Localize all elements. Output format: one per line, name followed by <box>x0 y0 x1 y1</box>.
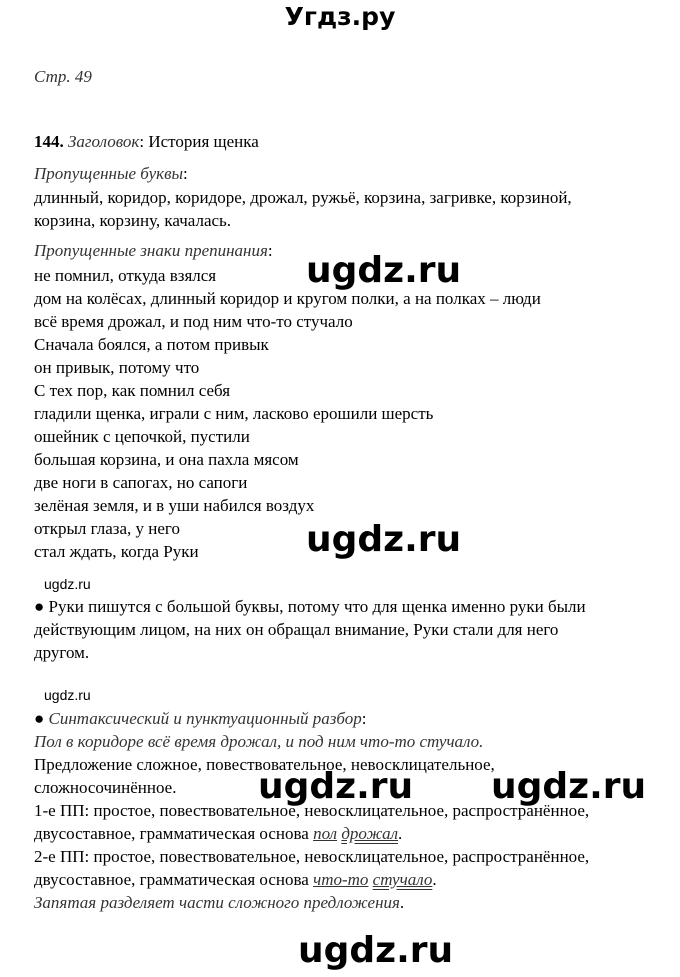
missing-letters-label-text: Пропущенные буквы <box>34 164 184 183</box>
analysis-label: Синтаксический и пунктуационный разбор <box>48 709 362 728</box>
punct-line: не помнил, откуда взялся <box>34 266 217 285</box>
watermark: ugdz.ru <box>258 766 414 807</box>
exercise-heading: 144. Заголовок: История щенка <box>34 132 259 151</box>
punct-line: большая корзина, и она пахла мясом <box>34 450 299 469</box>
missing-letters-lines <box>34 186 572 232</box>
exercise-number: 144. <box>34 132 64 151</box>
title-label: Заголовок <box>68 132 140 151</box>
watermark: ugdz.ru <box>298 930 454 971</box>
hands-note-line: другом. <box>34 643 90 662</box>
punct-line: стал ждать, когда Руки <box>34 542 199 561</box>
pp1-subject: пол <box>313 824 338 843</box>
hands-note-line: действующим лицом, на них он обращал внимание, Руки стали для него <box>34 620 559 639</box>
missing-punct-lines <box>34 264 541 563</box>
missing-letters-line: длинный, коридор, коридоре, дрожал, ружьё, корзина, загривке, корзиной, <box>34 188 572 207</box>
missing-letters-line: корзина, корзину, качалась. <box>34 211 232 230</box>
pp1-desc: 1-е ПП: простое, повествовательное, невосклицательное, распространённое, <box>34 801 590 820</box>
pp1-prefix: двусоставное, грамматическая основа <box>34 824 314 843</box>
analysis-heading: ● Синтаксический и пунктуационный разбор: <box>34 709 367 728</box>
site-title: Угдз.ру <box>284 2 396 31</box>
punct-line: две ноги в сапогах, но сапоги <box>34 473 248 492</box>
analysis-conclusion: Запятая разделяет части сложного предложения. <box>34 893 405 912</box>
bullet: ● <box>34 597 45 616</box>
analysis-desc: сложносочинённое. <box>34 778 177 797</box>
watermark-small: ugdz.ru <box>44 576 91 592</box>
punct-line: С тех пор, как помнил себя <box>34 381 231 400</box>
watermark: ugdz.ru <box>306 250 462 291</box>
watermark: ugdz.ru <box>306 519 462 560</box>
hands-note <box>34 595 586 664</box>
missing-punct-label-text: Пропущенные знаки препинания <box>34 241 268 260</box>
missing-letters-label: Пропущенные буквы: <box>34 164 188 183</box>
punct-line: зелёная земля, и в уши набился воздух <box>34 496 315 515</box>
pp2-subject: что-то <box>313 870 369 889</box>
pp2-predicate: стучало <box>372 870 433 889</box>
pp1-predicate: дрожал <box>341 824 399 843</box>
missing-punct-label: Пропущенные знаки препинания: <box>34 241 273 260</box>
analysis-desc: Предложение сложное, повествовательное, невосклицательное, <box>34 755 495 774</box>
punct-line: Сначала боялся, а потом привык <box>34 335 269 354</box>
watermark-small: ugdz.ru <box>44 687 91 703</box>
punct-line: открыл глаза, у него <box>34 519 180 538</box>
punct-line: гладили щенка, играли с ним, ласково ерошили шерсть <box>34 404 434 423</box>
pp2-desc: 2-е ПП: простое, повествовательное, невосклицательное, распространённое, <box>34 847 590 866</box>
punct-line: он привык, потому что <box>34 358 200 377</box>
punct-line: всё время дрожал, и под ним что-то стучало <box>34 312 353 331</box>
punct-line: дом на колёсах, длинный коридор и кругом полки, а на полках – люди <box>34 289 541 308</box>
watermark: ugdz.ru <box>491 766 647 807</box>
pp2-basis: двусоставное, грамматическая основа что-то стучало. <box>34 870 437 889</box>
bullet: ● <box>34 709 45 728</box>
conclusion-text: Запятая разделяет части сложного предложения <box>34 893 400 912</box>
analysis-block <box>34 707 589 914</box>
hands-note-text: Руки пишутся с большой буквы, потому что для щенка именно руки были <box>48 597 586 616</box>
pp2-prefix: двусоставное, грамматическая основа <box>34 870 314 889</box>
title-value: История щенка <box>148 132 259 151</box>
hands-note-line <box>34 595 586 618</box>
pp1-basis: двусоставное, грамматическая основа пол дрожал. <box>34 824 403 843</box>
analysis-sentence: Пол в коридоре всё время дрожал, и под ним что-то стучало. <box>34 732 484 751</box>
punct-line: ошейник с цепочкой, пустили <box>34 427 250 446</box>
page-reference: Стр. 49 <box>34 67 92 86</box>
